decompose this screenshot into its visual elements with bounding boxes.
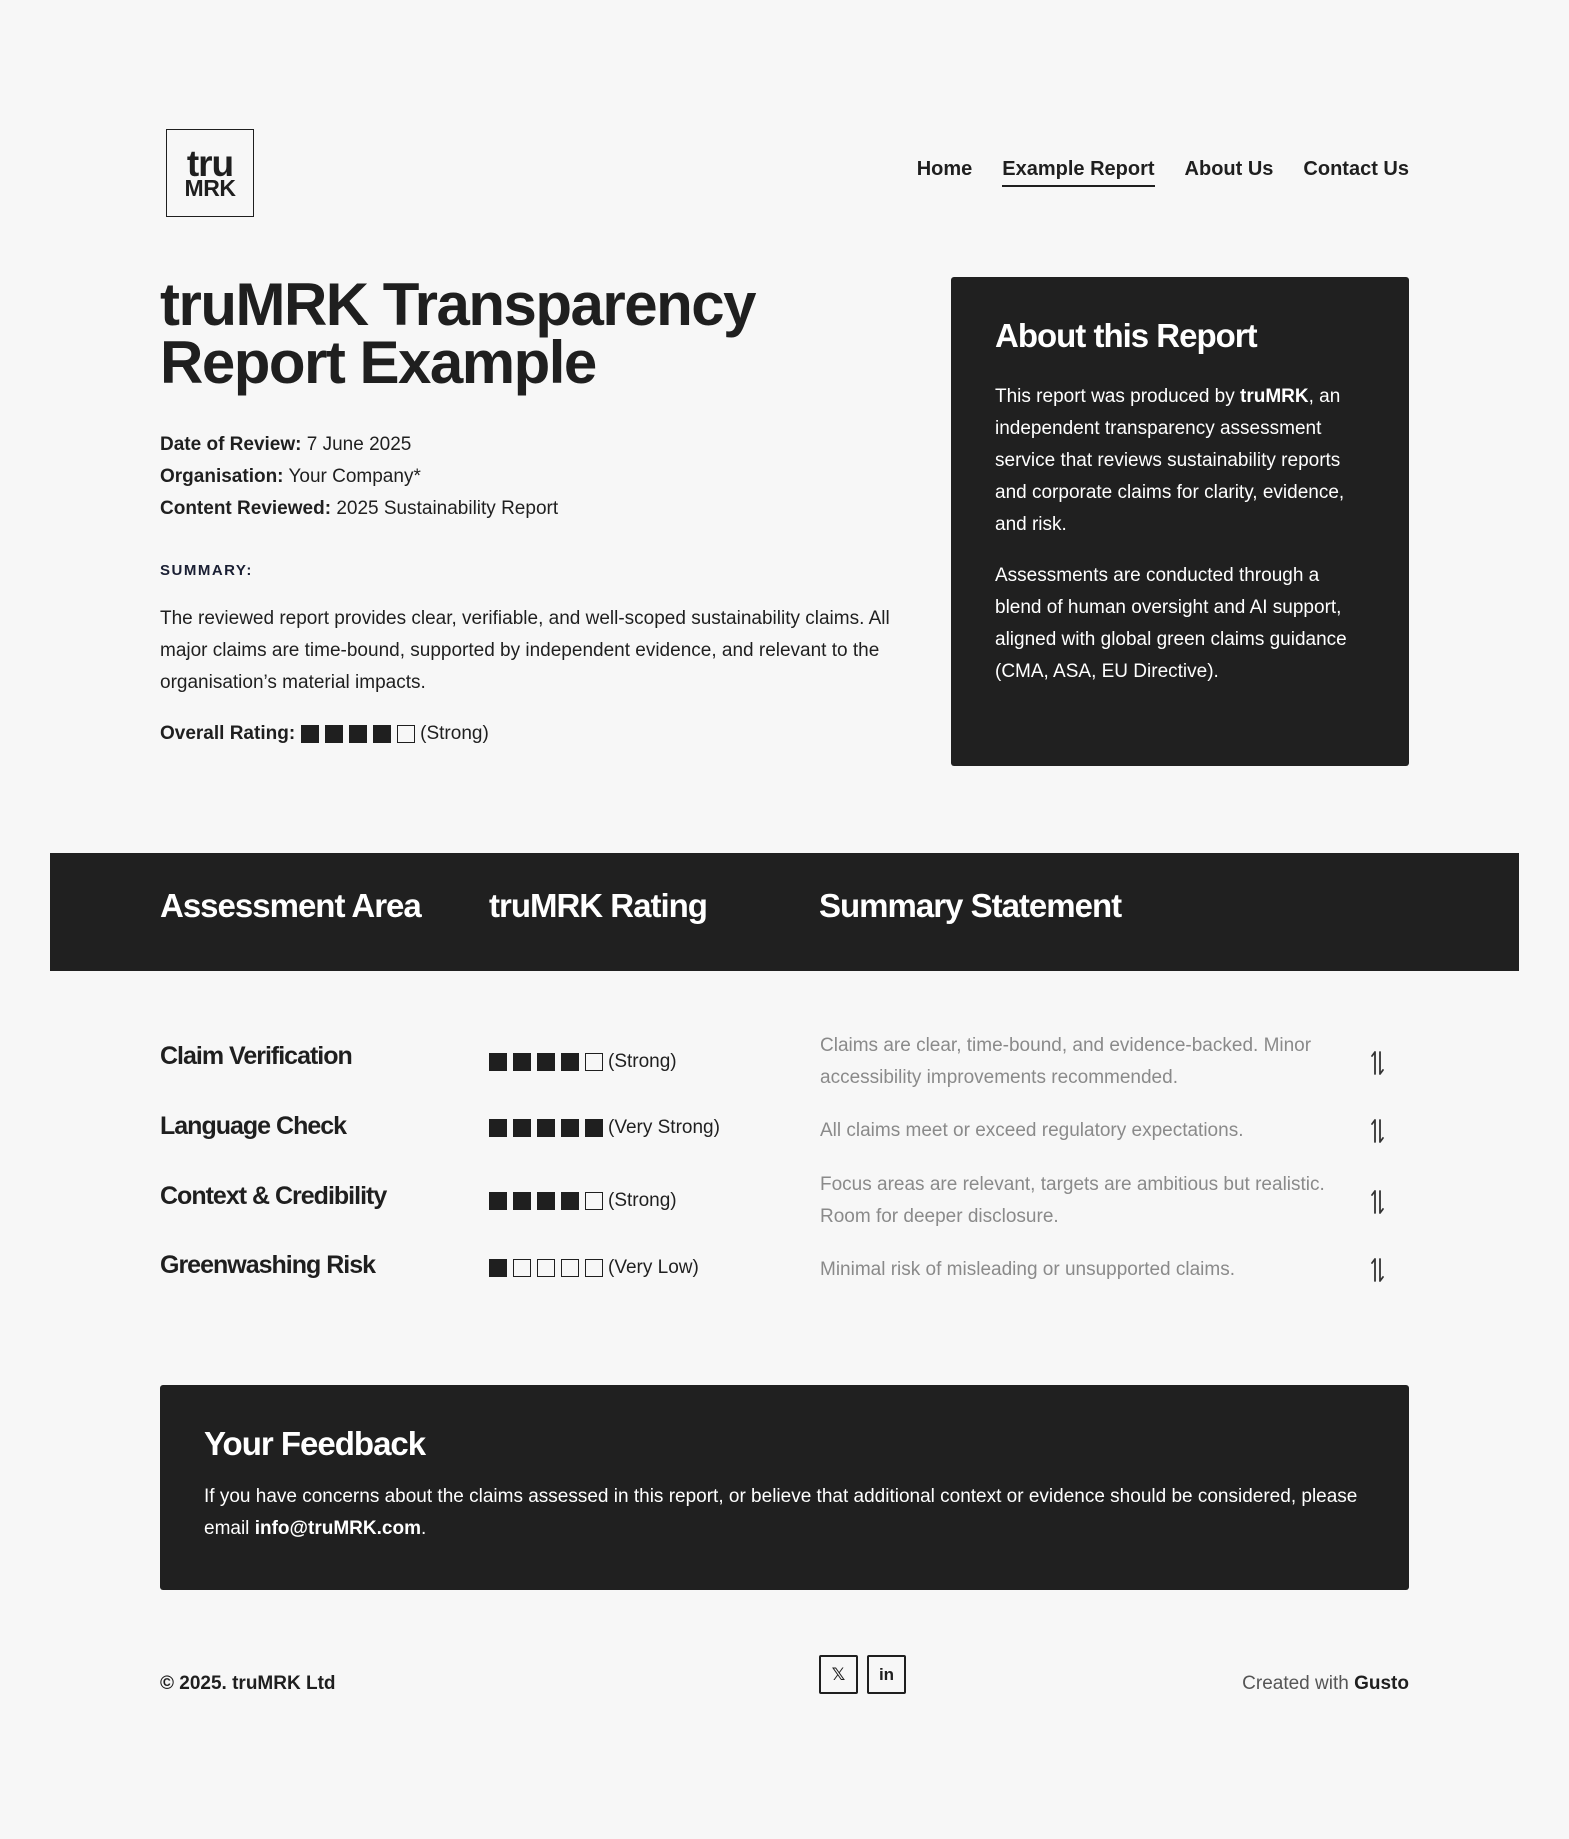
row-rating: [489, 1112, 720, 1144]
header-summary-statement: Summary Statement: [819, 887, 1122, 924]
row-statement: All claims meet or exceed regulatory expectations.: [820, 1120, 1244, 1141]
row-area: Context & Credibility: [160, 1182, 387, 1210]
logo[interactable]: [166, 129, 254, 217]
nav-example-report[interactable]: Example Report: [1002, 158, 1154, 187]
feedback-text-post: .: [420, 1518, 427, 1539]
rating-squares: [489, 1119, 603, 1137]
nav-contact-us[interactable]: Contact Us: [1303, 158, 1409, 180]
page-title: truMRK Transparency Report Example: [160, 271, 755, 396]
filled-square-icon: [489, 1119, 507, 1137]
row-area: Claim Verification: [160, 1042, 352, 1070]
rating-text: (Very Low): [608, 1257, 699, 1278]
filled-square-icon: [561, 1053, 579, 1071]
empty-square-icon: [397, 725, 415, 743]
filled-square-icon: [349, 725, 367, 743]
sort-icon[interactable]: [1368, 1046, 1388, 1078]
filled-square-icon: [513, 1053, 531, 1071]
overall-rating: [160, 718, 489, 750]
meta-organisation-value: Your Company*: [288, 466, 421, 487]
rating-text: (Strong): [608, 1190, 677, 1211]
sort-icon[interactable]: [1368, 1185, 1388, 1217]
empty-square-icon: [513, 1259, 531, 1277]
meta-date-value: 7 June 2025: [306, 434, 412, 455]
header-rating: truMRK Rating: [489, 887, 707, 924]
about-brand: truMRK: [1240, 386, 1309, 407]
overall-rating-squares: [301, 725, 415, 743]
copyright: © 2025. truMRK Ltd: [160, 1673, 336, 1694]
feedback-title: Your Feedback: [204, 1425, 426, 1462]
overall-rating-text: (Strong): [420, 723, 489, 744]
social-links: [819, 1655, 906, 1694]
about-p1-post: , an independent transparency assessment service that reviews sustainability reports and corporate claims for clarity, evidence, and risk.: [995, 386, 1345, 535]
row-rating: [489, 1185, 677, 1217]
filled-square-icon: [561, 1119, 579, 1137]
filled-square-icon: [513, 1192, 531, 1210]
summary-text: The reviewed report provides clear, verifiable, and well-scoped sustainability claims. All major claims are time-bound, supported by independent evidence, and relevant to the organisation’s material impacts.: [160, 608, 890, 693]
about-paragraph-1: [995, 381, 1365, 541]
meta-organisation: [160, 461, 558, 493]
filled-square-icon: [489, 1053, 507, 1071]
x-twitter-icon[interactable]: 𝕏: [819, 1655, 858, 1694]
header-assessment-area: Assessment Area: [160, 887, 421, 924]
sort-icon[interactable]: [1368, 1253, 1388, 1285]
filled-square-icon: [325, 725, 343, 743]
gusto-link[interactable]: Gusto: [1354, 1673, 1409, 1694]
meta-content: [160, 493, 558, 525]
empty-square-icon: [585, 1053, 603, 1071]
row-area: Greenwashing Risk: [160, 1251, 376, 1279]
about-report-card: [951, 277, 1409, 766]
main-nav: [917, 158, 1409, 187]
rating-squares: [489, 1053, 603, 1071]
nav-home[interactable]: Home: [916, 158, 973, 180]
linkedin-icon[interactable]: in: [867, 1655, 906, 1694]
row-statement: Minimal risk of misleading or unsupported claims.: [820, 1259, 1235, 1280]
filled-square-icon: [489, 1192, 507, 1210]
empty-square-icon: [585, 1192, 603, 1210]
meta-content-value: 2025 Sustainability Report: [336, 498, 559, 519]
filled-square-icon: [537, 1119, 555, 1137]
filled-square-icon: [373, 725, 391, 743]
filled-square-icon: [301, 725, 319, 743]
about-paragraph-2: Assessments are conducted through a blend of human oversight and AI support, aligned with global green claims guidance (CMA, ASA, EU Directive).: [995, 565, 1347, 682]
rating-text: (Very Strong): [608, 1117, 720, 1138]
created-with: [1242, 1673, 1409, 1695]
empty-square-icon: [537, 1259, 555, 1277]
feedback-card: [160, 1385, 1409, 1590]
empty-square-icon: [561, 1259, 579, 1277]
row-area: Language Check: [160, 1112, 347, 1140]
filled-square-icon: [585, 1119, 603, 1137]
filled-square-icon: [489, 1259, 507, 1277]
summary-label: SUMMARY:: [160, 562, 253, 579]
filled-square-icon: [537, 1053, 555, 1071]
nav-about-us[interactable]: About Us: [1184, 158, 1274, 180]
filled-square-icon: [537, 1192, 555, 1210]
meta-organisation-label: Organisation:: [160, 466, 284, 487]
feedback-text-pre: If you have concerns about the claims assessed in this report, or believe that additional context or evidence should be considered, please email: [204, 1486, 1358, 1539]
report-meta: [160, 429, 558, 525]
row-rating: [489, 1046, 677, 1078]
table-header: [50, 853, 1519, 971]
row-statement: Focus areas are relevant, targets are ambitious but realistic. Room for deeper disclosure.: [820, 1174, 1325, 1227]
filled-square-icon: [561, 1192, 579, 1210]
feedback-email-link[interactable]: info@truMRK.com: [254, 1518, 421, 1539]
filled-square-icon: [513, 1119, 531, 1137]
overall-rating-label: Overall Rating:: [160, 723, 296, 744]
logo-line-1: tru: [186, 142, 234, 184]
rating-squares: [489, 1259, 603, 1277]
meta-date-label: Date of Review:: [160, 434, 302, 455]
logo-line-2: MRK: [184, 174, 236, 201]
meta-content-label: Content Reviewed:: [160, 498, 332, 519]
about-p1-pre: This report was produced by: [995, 386, 1241, 407]
sort-icon[interactable]: [1368, 1114, 1388, 1146]
feedback-text: [204, 1481, 1365, 1545]
empty-square-icon: [585, 1259, 603, 1277]
created-with-text: Created with: [1242, 1673, 1355, 1694]
meta-date: [160, 429, 558, 461]
rating-text: (Strong): [608, 1051, 677, 1072]
row-rating: [489, 1252, 699, 1284]
row-statement: Claims are clear, time-bound, and evidence-backed. Minor accessibility improvements recommended.: [820, 1035, 1312, 1088]
about-title: About this Report: [995, 317, 1257, 354]
rating-squares: [489, 1192, 603, 1210]
